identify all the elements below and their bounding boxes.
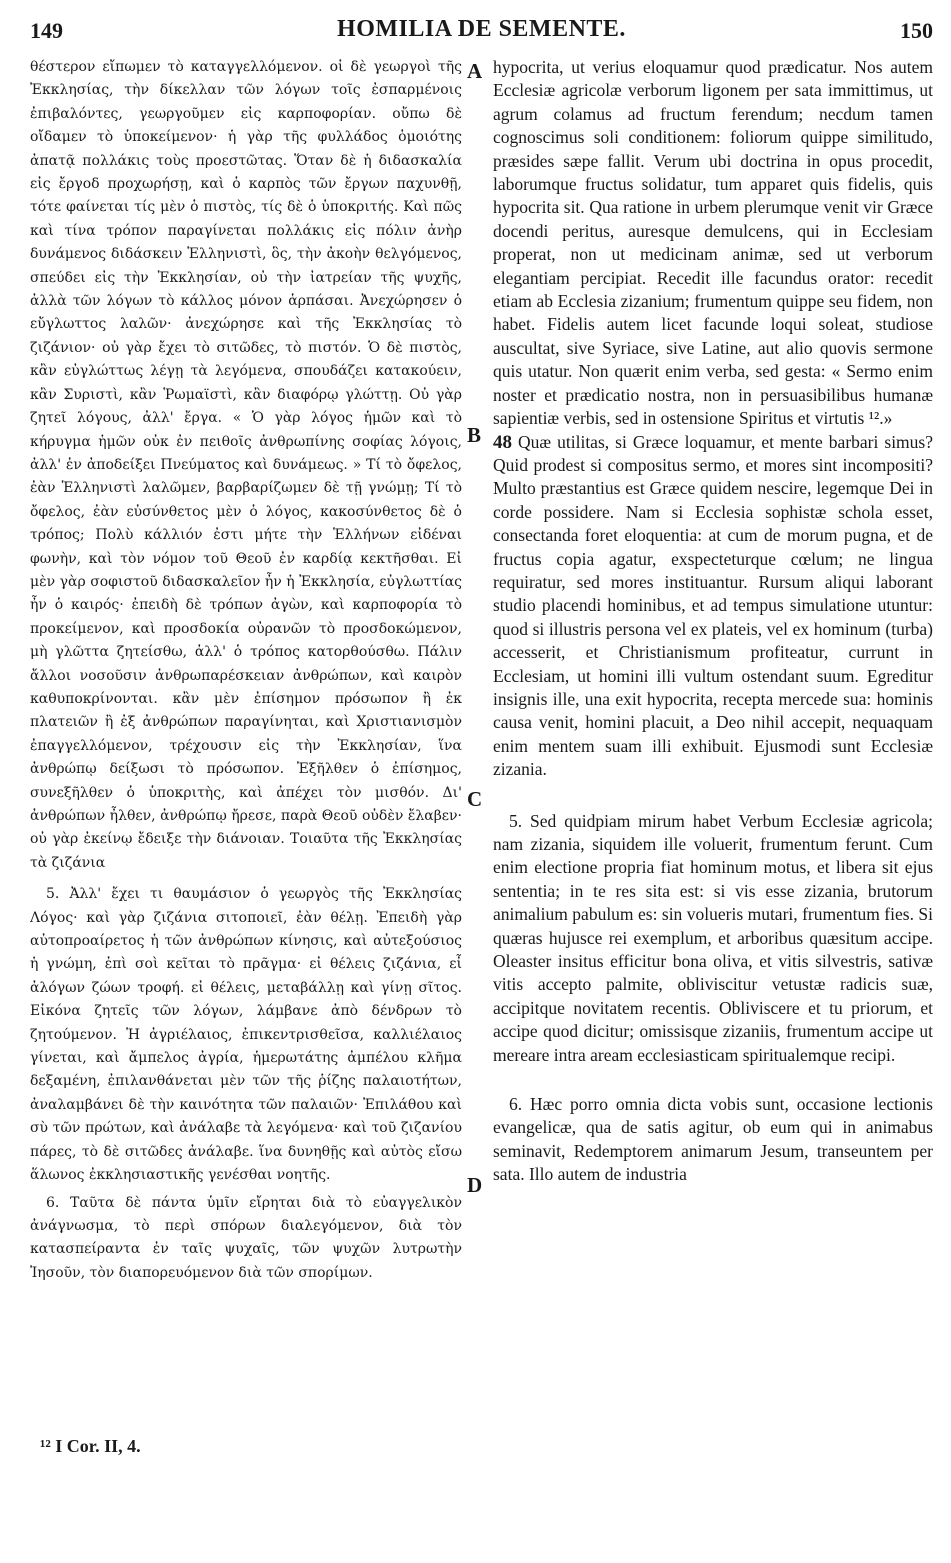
greek-paragraph: 5. Ἀλλ' ἔχει τι θαυμάσιον ὁ γεωργὸς τῆς Ἐκκλησίας Λόγος· καὶ γὰρ ζιζάνια σιτοποιεῖ, ἐὰν θέλῃ. Ἐπειδὴ γὰρ αὐτοπροαίρετος ἡ τῶν ἀνθρώπων κίνησις, καὶ αὐτεξούσιος ἡ γνώμη, ἐπὶ σοὶ κεῖται τὸ πρᾶγμα· εἰ θέλεις ζιζάνια, εἶ ἀλόγων ζώων τροφή. εἰ θέλεις, μεταβάλλῃ καὶ γίνῃ σῖτος. Εἰκόνα ζητεῖς τῶν λόγων, λάμβανε ἀπὸ δένδρων τὸ ζητούμενον. Ἡ ἀγριέλαιος, ἐπικεντρισθεῖσα, καλλιέλαιος γίνεται, καὶ ἄμπελος ἀγρία, ἡμερωτάτης ἀμπέλου κλῆμα δεξαμένη, ἐπιλανθάνεται μὲν τῶν τῆς ῥίζης παλαιοτήτων, ἀναλαμβάνει δὲ τὴν καινότητα τῶν παλαιῶν· Ἐπιλάθου καὶ σὺ τῶν πρώτων, καὶ ἀνάλαβε τὰ λεγόμενα· καὶ τοῦ ζιζανίου πάρες, τὸ δὲ σιτῶδες ἀνάλαβε. ἵνα δυνηθῇς καὶ αὐτὸς εἴσω ἅλωνος ἐκκλησιαστικῆς γενέσθαι νοητῆς.: [30, 886, 462, 1184]
latin-paragraph-text: Quæ utilitas, si Græce loquamur, et mente barbari simus? Quid prodest si compositus sermo, et mores sint incompositi? Multo præstantius est Græce quidem nescire, legemque Dei in corde possidere. Nam si Ecclesia sophistæ schola esset, consectanda foret eloquentia: at cum de morum pugna, et de fructus copia agatur, exspecteturque cœlum; ne lingua requiratur, sed mores instituantur. Rursum aliqui laborant studio placendi hominibus, et ad tempus simulatione utuntur: quod si illustris persona vel ex plateis, vel ex hominum (turba) accesserit, et Christianismum profiteatur, currunt in Ecclesiam, ut homini illi vultum ostendant suum. Egreditur insignis ille, una exit hypocrita, recepta mercede sua: hominis causa venit, homini placuit, a Deo nihil accepit, nequaquam enim mentem suam illi exhibuit. Ejusmodi sunt Ecclesiæ zizania.: [493, 431, 933, 780]
section-number: 48: [493, 431, 512, 453]
greek-paragraph: θέστερον εἴπωμεν τὸ καταγγελλόμενον. οἱ δὲ γεωργοὶ τῆς Ἐκκλησίας, τὴν δίκελλαν τῶν λόγων τοῖς ἐσπαρμένοις ἐπιβαλόντες, γεωργοῦμεν εἰς καρποφορίαν. οὔπω δὲ οἴδαμεν τὸ ὑποκείμενον· ἡ γὰρ τῆς φυλλάδος ὁμοιότης ἀπατᾷ πολλάκις τοὺς προεστῶτας. Ὅταν δὲ ἡ διδασκαλία εἰς ἔργοδ προχωρήσῃ, καὶ ὁ καρπὸς τῶν ἔργων παχυνθῇ, τότε φαίνεται τίς μὲν ὁ πιστὸς, τίς δὲ ὁ ὑποκριτής. Καὶ πῶς καὶ τίνα τρόπον παραγίνεται πολλάκις εἰς πόλιν ἀνὴρ δυνάμενος διδάσκειν Ἑλληνιστὶ, ὃς, τὴν ἀκοὴν θελγόμενος, σπεύδει εἰς τὴν Ἐκκλησίαν, οὐ τὴν ἰατρείαν τῆς ψυχῆς, ἀλλὰ τῶν λόγων τὸ κάλλος μόνον ἁρπάσαι. Ἀνεχώρησεν ὁ εὔγλωττος λαλῶν· ἀνεχώρησε καὶ τῆς Ἐκκλησίας τὸ ζιζάνιον· οὐ γὰρ ἔχει τὸ σιτῶδες, τὸ πιστόν. Ὁ δὲ πιστὸς, κἂν εὐγλώττως λέγῃ τὰ λεγόμενα, σπουδάζει κατακούειν, κἂν Συριστὶ, κἂν Ῥωμαϊστὶ, κἂν διαφόρῳ γλώττῃ. Οὐ γὰρ ζητεῖ λόγους, ἀλλ' ἔργα. « Ὁ γὰρ λόγος ἡμῶν καὶ τὸ κήρυγμα ἡμῶν οὐκ ἐν πειθοῖς ἀνθρωπίνης σοφίας λόγοις, ἀλλ' ἐν ἀποδείξει Πνεύματος καὶ δυνάμεως. » Τί τὸ ὄφελος, ἐὰν Ἑλληνιστὶ λαλῶμεν, βαρβαρίζωμεν δὲ τῇ γνώμῃ; Τί τὸ ὄφελος, ἐὰν εὐσύνθετος μὲν ὁ λόγος, κακοσύνθετος δὲ ὁ τρόπος; Πολὺ κάλλιόν ἐστι μήτε τὴν Ἑλλήνων εἰδέναι φωνὴν, καὶ τὸν νόμον τοῦ Θεοῦ ἐν καρδίᾳ κεκτῆσθαι. Εἰ μὲν γὰρ σοφιστοῦ διδασκαλεῖον ἦν ἡ Ἐκκλησία, εὐγλωττίας ἦν ὁ καιρός· ἐπειδὴ δὲ τρόπων ἀγὼν, καὶ καρποφορία τὸ προκείμενον, καὶ προσδοκία οὐρανῶν τὸ προσδοκώμενον, μὴ γλῶττα ζητείσθω, ἀλλ' ὁ τρόπος κατορθούσθω. Πάλιν ἄλλοι νοσοῦσιν ἀνθρωπαρέσκειαν ἀνθρώπων, καὶ καιρὸν καθυποκρίνονται. κἂν μὲν ἐπίσημον πρόσωπον ἢ ἐκ πλατειῶν ἢ ἐξ ἀνθρώπων παραγίνηται, καὶ Χριστιανισμὸν ἐπαγγελλόμενον, τρέχουσιν εἰς τὴν Ἐκκλησίαν, ἵνα ἀνθρώπῳ δείξωσι τὸ πρόσωπον. Ἐξῆλθεν ὁ ἐπίσημος, συνεξῆλθεν ὁ ὑποκριτὴς, καὶ ἀπέχει τὸν μισθόν. Δι' ἀνθρώπων ἦλθεν, ἀνθρώπῳ ἤρεσε, παρὰ Θεοῦ οὐδὲν ἔλαβεν· οὐ γὰρ ἐκείνῳ ἔδειξε τὴν διάνοιαν. Τοιαῦτα τῆς Ἐκκλησίας τὰ ζιζάνια: [30, 59, 462, 871]
latin-column: [493, 56, 933, 1411]
margin-letter: A: [467, 59, 483, 83]
margin-letter: C: [467, 787, 483, 811]
latin-paragraph: hypocrita, ut verius eloquamur quod prædicatur. Nos autem Ecclesiæ agricolæ verborum ligonem per sata immittimus, ut agrum colamus ad fructum ferendum; necdum tamen cognoscimus soli conditionem: foliorum quippe similitudo, præsides sæpe fallit. Verum ubi doctrina in opus procedit, laborumque fructus solidatur, tum apparet quis fidelis, quis hypocrita sit. Qua ratione in urbem plerumque venit vir Græce docendi peritus, auresque demulcens, qui in Ecclesiam properat, non ut medicinam animæ, sed ut verborum elegantiam percipiat. Recedit ille facundus orator: recedit etiam ab Ecclesia zizanium; frumentum quippe seu fidem, non habet. Fidelis autem licet facunde loqui soleat, studiose auscultat, sive Syriace, sive Latine, aut alio quovis sermone quis utatur. Non quærit enim verba, sed gesta: « Sermo enim noster et prædicatio nostra, non in persuasibilibus humanæ sapientiæ verbis, sed in ostensione Spiritus et virtutis ¹².»: [493, 57, 933, 429]
footnote: ¹² I Cor. II, 4.: [40, 1436, 141, 1456]
greek-column: [30, 56, 462, 1411]
page-number-right: 150: [900, 18, 933, 43]
margin-letter: B: [467, 423, 482, 447]
page-number-left: 149: [30, 18, 63, 43]
running-title: HOMILIA DE SEMENTE.: [337, 16, 626, 42]
running-header: [30, 16, 933, 50]
latin-paragraph-48: [493, 431, 933, 782]
latin-paragraph: 6. Hæc porro omnia dicta vobis sunt, occasione lectionis evangelicæ, qua de satis agitur, ob eum qui in animabus seminavit, Redemptorem animarum Jesum, transeuntem per sata. Illo autem de industria: [493, 1094, 933, 1185]
latin-paragraph: 5. Sed quidpiam mirum habet Verbum Ecclesiæ agricola; nam zizania, siquidem ille voluerit, frumentum ferunt. Cum enim electione propria fiat hominum motus, et libera sit ejus sententia; in te res sita est: si vis esse zizania, brutorum animalium pabulum es: sin volueris mutari, frumentum fies. Si quæras hujusce rei exemplum, et arboribus quæsitum accipe. Oleaster insitus efficitur bona oliva, et vitis silvestris, sativæ vitis accepto palmite, obliviscitur vetustæ radicis suæ, accipitque novitatem recentis. Obliviscere et tu priorum, et accipe quod dicitur; omissisque zizaniis, frumentum accipe ut mereare intra aream ecclesiasticam spiritualemque recipi.: [493, 810, 933, 1065]
margin-letter: D: [467, 1173, 483, 1197]
greek-paragraph: 6. Ταῦτα δὲ πάντα ὑμῖν εἴρηται διὰ τὸ εὐαγγελικὸν ἀνάγνωσμα, τὸ περὶ σπόρων διαλεγόμενον, διὰ τὸν κατασπείραντα ἐν ταῖς ψυχαῖς, τῶν ψυχῶν λυτρωτὴν Ἰησοῦν, τὸν διαπορευόμενον διὰ τῶν σπορίμων.: [30, 1194, 462, 1281]
